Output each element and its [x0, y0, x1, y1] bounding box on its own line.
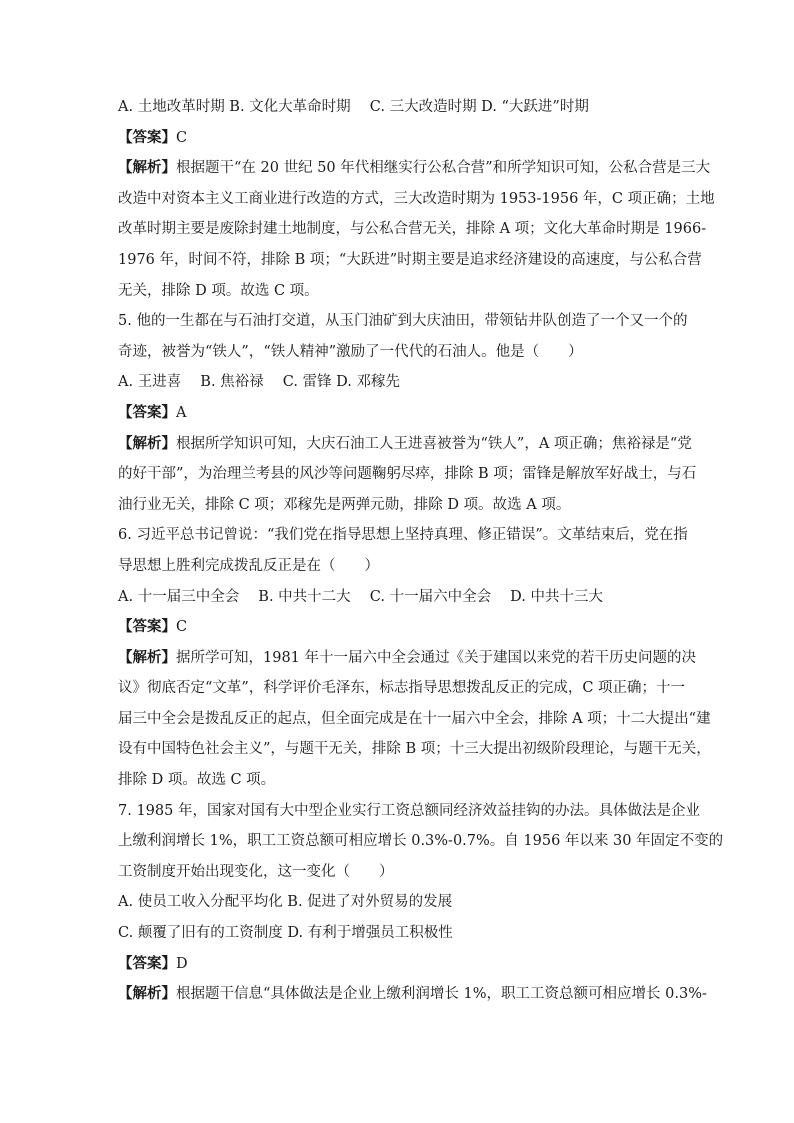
text-line — [118, 863, 678, 881]
text-line — [118, 190, 715, 208]
analysis-label: 【解析】 — [118, 648, 176, 666]
line-text: C. 颠覆了旧有的工资制度 D. 有利于增强员工积极性 — [118, 925, 453, 942]
line-text: A — [176, 404, 187, 421]
line-text: 奇迹，被誉为“铁人”，“铁人精神”激励了一代代的石油人。他是（ ） — [118, 343, 583, 360]
line-text: 排除 D 项。故选 C 项。 — [118, 772, 276, 789]
line-text: 届三中全会是拨乱反正的起点，但全面完成是在十一届六中全会，排除 A 项；十二大提出“建 — [118, 710, 711, 727]
line-text: C — [176, 619, 188, 636]
line-text: 无关，排除 D 项。故选 C 项。 — [118, 282, 319, 299]
text-line — [118, 98, 678, 116]
line-text: D — [176, 955, 188, 972]
line-text: A. 十一届三中全会 B. 中共十二大 C. 十一届六中全会 D. 中共十三大 — [118, 588, 604, 605]
text-line — [118, 434, 692, 453]
text-line — [118, 465, 697, 483]
answer-label: 【答案】 — [118, 954, 176, 972]
line-text: 的好干部”，为治理兰考县的风沙等问题鞠躬尽瘁，排除 B 项；雷锋是解放军好战士，与石 — [118, 466, 697, 483]
analysis-label: 【解析】 — [118, 159, 176, 177]
line-text: 设有中国特色社会主义”，与题干无关，排除 B 项；十三大提出初级阶段理论，与题干无关， — [118, 741, 711, 758]
line-text: 议》彻底否定“文革”，科学评价毛泽东，标志指导思想拨乱反正的完成，C 项正确；十一 — [118, 680, 686, 697]
line-text: A. 使员工收入分配平均化 B. 促进了对外贸易的发展 — [118, 894, 453, 911]
analysis-label: 【解析】 — [118, 434, 176, 452]
text-line — [118, 771, 678, 789]
line-text: 改造中对资本主义工商业进行改造的方式，三大改造时期为 1953-1956 年，C 项正确；土地 — [118, 190, 715, 207]
text-line — [118, 740, 711, 758]
line-text: 上缴利润增长 1%，职工工资总额可相应增长 0.3%-0.7%。自 1956 年以来 30 年固定不变的 — [118, 833, 724, 850]
text-line — [118, 648, 697, 667]
text-line — [118, 159, 711, 177]
text-line — [118, 710, 711, 728]
line-text: 根据题干信息“具体做法是企业上缴利润增长 1%，职工工资总额可相应增长 0.3%- — [176, 986, 707, 1003]
text-line — [118, 832, 724, 850]
line-text: 6. 习近平总书记曾说：“我们党在指导思想上坚持真理、修正错误”。文革结束后，党在指 — [118, 527, 688, 544]
line-text: 根据题干“在 20 世纪 50 年代相继实行公私合营”和所学知识可知，公私合营是三大 — [176, 160, 711, 177]
text-line — [118, 985, 707, 1003]
line-text: 1976 年，时间不符，排除 B 项；“大跃进”时期主要是追求经济建设的高速度，与公私合营 — [118, 251, 702, 268]
answer-label: 【答案】 — [118, 403, 176, 421]
line-text: 据所学可知，1981 年十一届六中全会通过《关于建国以来党的若干历史问题的决 — [176, 649, 697, 666]
text-line — [118, 802, 700, 820]
line-text: 5. 他的一生都在与石油打交道，从玉门油矿到大庆油田，带领钻井队创造了一个又一个的 — [118, 313, 688, 330]
line-text: 油行业无关，排除 C 项；邓稼先是两弹元勋，排除 D 项。故选 A 项。 — [118, 496, 571, 513]
text-line — [118, 129, 678, 147]
text-line — [118, 404, 678, 422]
answer-label: 【答案】 — [118, 618, 176, 636]
text-line — [118, 282, 678, 300]
text-line — [118, 588, 678, 606]
line-text: 导思想上胜利完成拨乱反正是在（ ） — [118, 557, 379, 574]
text-line — [118, 220, 707, 238]
text-line — [118, 312, 688, 330]
line-text: 根据所学知识可知，大庆石油工人王进喜被誉为“铁人”，A 项正确；焦裕禄是“党 — [176, 435, 692, 452]
text-line — [118, 893, 678, 911]
text-line — [118, 557, 678, 575]
analysis-label: 【解析】 — [118, 985, 176, 1003]
line-text: 工资制度开始出现变化，这一变化（ ） — [118, 863, 394, 880]
text-line — [118, 955, 678, 973]
text-line — [118, 679, 686, 697]
text-line — [118, 924, 678, 942]
line-text: A. 王进喜 B. 焦裕禄 C. 雷锋 D. 邓稼先 — [118, 374, 401, 391]
text-line — [118, 373, 678, 391]
line-text: A. 土地改革时期 B. 文化大革命时期 C. 三大改造时期 D. “大跃进”时期 — [118, 99, 589, 115]
document-page — [118, 98, 724, 1016]
text-line — [118, 343, 678, 361]
text-line — [118, 618, 678, 636]
line-text: 7. 1985 年，国家对国有大中型企业实行工资总额同经济效益挂钩的办法。具体做法是企业 — [118, 802, 700, 819]
text-line — [118, 251, 702, 269]
line-text: 改革时期主要是废除封建土地制度，与公私合营无关，排除 A 项；文化大革命时期是 1966- — [118, 221, 707, 238]
text-line — [118, 526, 688, 544]
text-line — [118, 496, 678, 514]
line-text: C — [176, 129, 188, 146]
answer-label: 【答案】 — [118, 128, 176, 146]
